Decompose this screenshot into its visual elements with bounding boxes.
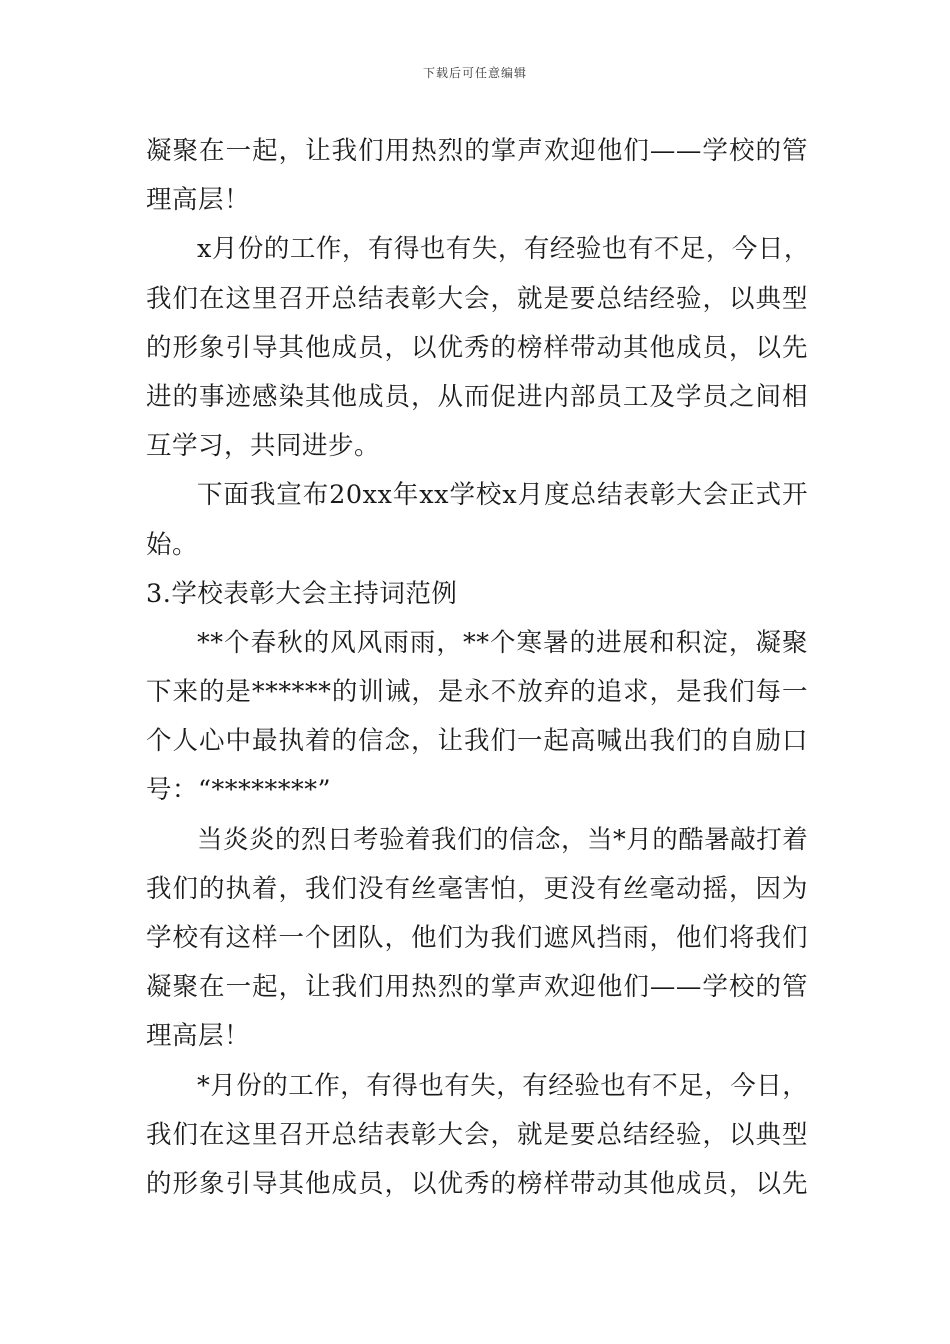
text-line: x月份的工作，有得也有失，有经验也有不足，今日，	[197, 234, 810, 265]
text-line: 号：“********”	[146, 775, 332, 806]
text-line: 进的事迹感染其他成员，从而促进内部员工及学员之间相	[146, 381, 808, 412]
text-line: 始。	[146, 529, 199, 560]
text-line: **个春秋的风风雨雨，**个寒暑的进展和积淀，凝聚	[197, 627, 808, 658]
text-line: 我们在这里召开总结表彰大会，就是要总结经验，以典型	[146, 283, 808, 314]
text-line: 理高层！	[146, 1021, 251, 1052]
text-line: 互学习，共同进步。	[146, 431, 381, 462]
text-line: 当炎炎的烈日考验着我们的信念，当*月的酷暑敲打着	[197, 824, 809, 855]
text-line: 3.学校表彰大会主持词范例	[146, 578, 458, 609]
text-line: 下来的是******的训诫，是永不放弃的追求，是我们每一	[146, 677, 808, 708]
text-line: 下面我宣布20xx年xx学校x月度总结表彰大会正式开	[197, 480, 808, 511]
text-line: 的形象引导其他成员，以优秀的榜样带动其他成员，以先	[146, 1168, 808, 1199]
text-line: 个人心中最执着的信念，让我们一起高喊出我们的自励口	[146, 726, 808, 757]
text-line: 理高层！	[146, 185, 251, 216]
document-body	[146, 127, 808, 1209]
text-line: *月份的工作，有得也有失，有经验也有不足，今日，	[197, 1070, 809, 1101]
text-line: 学校有这样一个团队，他们为我们遮风挡雨，他们将我们	[146, 923, 808, 953]
text-line: 凝聚在一起，让我们用热烈的掌声欢迎他们——学校的管	[146, 136, 808, 166]
text-line: 我们的执着，我们没有丝毫害怕，更没有丝毫动摇，因为	[146, 873, 808, 904]
text-line: 我们在这里召开总结表彰大会，就是要总结经验，以典型	[146, 1119, 808, 1150]
page-header: 下载后可任意编辑	[422, 66, 527, 80]
text-line: 凝聚在一起，让我们用热烈的掌声欢迎他们——学校的管	[146, 972, 808, 1003]
text-line: 的形象引导其他成员，以优秀的榜样带动其他成员，以先	[146, 332, 808, 363]
